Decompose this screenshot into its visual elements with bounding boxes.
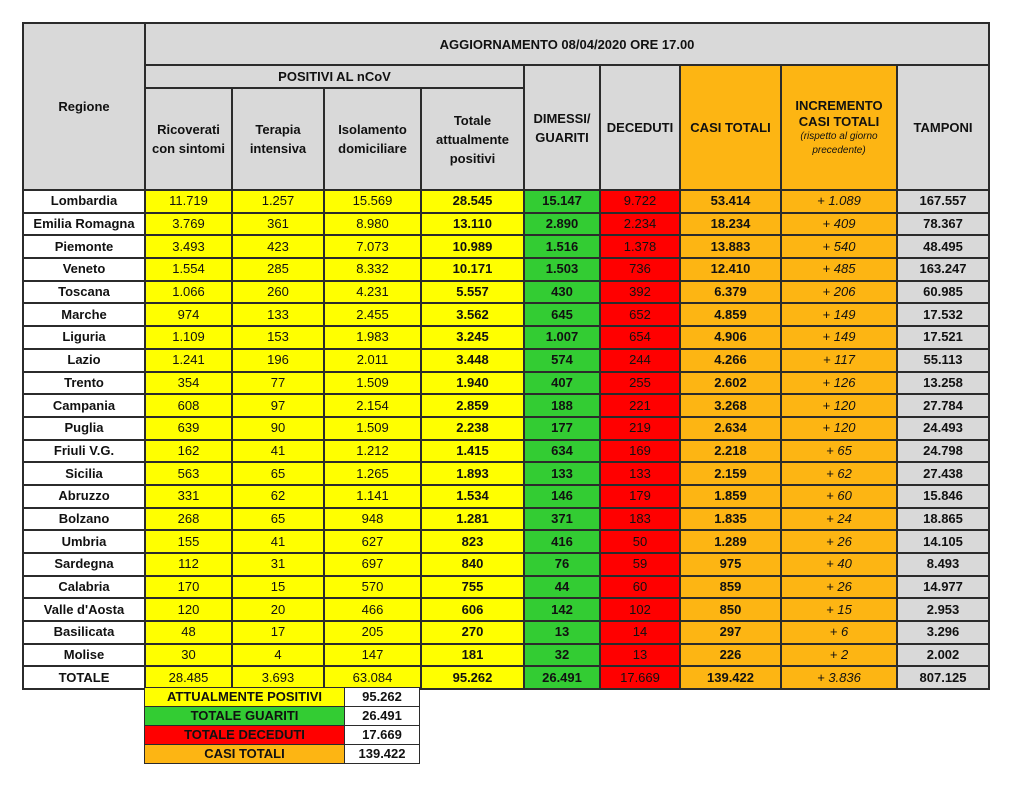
summary-label: CASI TOTALI (145, 745, 345, 764)
terapia-value: 4 (232, 644, 324, 667)
casi-totali-value: 975 (680, 553, 781, 576)
table-row (23, 190, 989, 213)
totale-positivi-value: 10.171 (421, 258, 524, 281)
casi-totali-value: 53.414 (680, 190, 781, 213)
terapia-value: 3.693 (232, 666, 324, 689)
guariti-value: 188 (524, 394, 600, 417)
ricoverati-value: 1.241 (145, 349, 232, 372)
deceduti-value: 244 (600, 349, 680, 372)
region-name: Bolzano (23, 508, 145, 531)
tamponi-value: 55.113 (897, 349, 989, 372)
isolamento-value: 63.084 (324, 666, 421, 689)
region-name: Friuli V.G. (23, 440, 145, 463)
terapia-value: 423 (232, 235, 324, 258)
region-name: TOTALE (23, 666, 145, 689)
incremento-value: + 60 (781, 485, 897, 508)
casi-totali-value: 1.835 (680, 508, 781, 531)
terapia-value: 41 (232, 440, 324, 463)
totale-positivi-value: 3.562 (421, 303, 524, 326)
deceduti-value: 13 (600, 644, 680, 667)
guariti-value: 142 (524, 598, 600, 621)
deceduti-value: 392 (600, 281, 680, 304)
summary-value: 139.422 (345, 745, 420, 764)
casi-totali-value: 18.234 (680, 213, 781, 236)
totale-positivi-value: 13.110 (421, 213, 524, 236)
tamponi-value: 163.247 (897, 258, 989, 281)
totale-positivi-value: 755 (421, 576, 524, 599)
table-row (23, 372, 989, 395)
table-row (23, 394, 989, 417)
guariti-value: 177 (524, 417, 600, 440)
summary-label: ATTUALMENTE POSITIVI (145, 688, 345, 707)
casi-totali-value: 13.883 (680, 235, 781, 258)
ricoverati-value: 28.485 (145, 666, 232, 689)
deceduti-value: 14 (600, 621, 680, 644)
table-row (23, 213, 989, 236)
casi-totali-value: 12.410 (680, 258, 781, 281)
casi-totali-value: 850 (680, 598, 781, 621)
incremento-value: + 120 (781, 394, 897, 417)
ricoverati-value: 120 (145, 598, 232, 621)
totale-positivi-value: 3.245 (421, 326, 524, 349)
region-name: Calabria (23, 576, 145, 599)
totale-positivi-value: 2.238 (421, 417, 524, 440)
casi-totali-value: 4.859 (680, 303, 781, 326)
incremento-value: + 62 (781, 462, 897, 485)
casi-totali-value: 2.602 (680, 372, 781, 395)
casi-totali-value: 4.266 (680, 349, 781, 372)
casi-totali-value: 139.422 (680, 666, 781, 689)
tamponi-value: 17.532 (897, 303, 989, 326)
guariti-value: 574 (524, 349, 600, 372)
table-row (23, 235, 989, 258)
isolamento-value: 147 (324, 644, 421, 667)
totale-positivi-value: 1.281 (421, 508, 524, 531)
tamponi-value: 15.846 (897, 485, 989, 508)
guariti-value: 32 (524, 644, 600, 667)
deceduti-value: 221 (600, 394, 680, 417)
deceduti-value: 102 (600, 598, 680, 621)
deceduti-header: DECEDUTI (600, 65, 680, 190)
terapia-value: 196 (232, 349, 324, 372)
deceduti-value: 219 (600, 417, 680, 440)
tamponi-value: 167.557 (897, 190, 989, 213)
tamponi-value: 60.985 (897, 281, 989, 304)
totale-positivi-value: 5.557 (421, 281, 524, 304)
totale-positivi-value: 3.448 (421, 349, 524, 372)
terapia-value: 1.257 (232, 190, 324, 213)
incremento-header: INCREMENTO CASI TOTALI (rispetto al giorno precedente) (781, 65, 897, 190)
tamponi-value: 48.495 (897, 235, 989, 258)
incremento-value: + 2 (781, 644, 897, 667)
casi-totali-value: 226 (680, 644, 781, 667)
deceduti-value: 169 (600, 440, 680, 463)
deceduti-value: 183 (600, 508, 680, 531)
table-row (23, 508, 989, 531)
deceduti-value: 654 (600, 326, 680, 349)
totale-positivi-value: 1.534 (421, 485, 524, 508)
total-row (23, 666, 989, 689)
tamponi-value: 2.002 (897, 644, 989, 667)
terapia-value: 133 (232, 303, 324, 326)
tamponi-value: 24.798 (897, 440, 989, 463)
region-name: Emilia Romagna (23, 213, 145, 236)
region-name: Trento (23, 372, 145, 395)
ricoverati-value: 268 (145, 508, 232, 531)
tamponi-value: 8.493 (897, 553, 989, 576)
guariti-value: 407 (524, 372, 600, 395)
deceduti-value: 1.378 (600, 235, 680, 258)
deceduti-value: 9.722 (600, 190, 680, 213)
ricoverati-value: 3.769 (145, 213, 232, 236)
ricoverati-value: 155 (145, 530, 232, 553)
ricoverati-value: 974 (145, 303, 232, 326)
dimessi-guariti-header: DIMESSI/ GUARITI (524, 65, 600, 190)
isolamento-value: 697 (324, 553, 421, 576)
region-name: Lombardia (23, 190, 145, 213)
terapia-value: 17 (232, 621, 324, 644)
casi-totali-value: 297 (680, 621, 781, 644)
totale-positivi-value: 823 (421, 530, 524, 553)
tamponi-value: 14.105 (897, 530, 989, 553)
casi-totali-value: 2.218 (680, 440, 781, 463)
table-row (23, 598, 989, 621)
ricoverati-value: 11.719 (145, 190, 232, 213)
tamponi-value: 14.977 (897, 576, 989, 599)
guariti-value: 1.503 (524, 258, 600, 281)
totale-positivi-value: 1.415 (421, 440, 524, 463)
deceduti-value: 60 (600, 576, 680, 599)
terapia-value: 62 (232, 485, 324, 508)
isolamento-value: 1.509 (324, 372, 421, 395)
region-name: Umbria (23, 530, 145, 553)
deceduti-value: 255 (600, 372, 680, 395)
tamponi-value: 27.438 (897, 462, 989, 485)
isolamento-value: 8.980 (324, 213, 421, 236)
casi-totali-value: 1.859 (680, 485, 781, 508)
incremento-value: + 40 (781, 553, 897, 576)
guariti-value: 645 (524, 303, 600, 326)
terapia-value: 65 (232, 508, 324, 531)
guariti-value: 13 (524, 621, 600, 644)
table-row (23, 258, 989, 281)
incremento-value: + 126 (781, 372, 897, 395)
incremento-value: + 540 (781, 235, 897, 258)
terapia-value: 90 (232, 417, 324, 440)
isolamento-value: 2.455 (324, 303, 421, 326)
isolamento-value: 570 (324, 576, 421, 599)
isolamento-value: 1.509 (324, 417, 421, 440)
isolamento-value: 627 (324, 530, 421, 553)
summary-label: TOTALE DECEDUTI (145, 726, 345, 745)
ricoverati-value: 563 (145, 462, 232, 485)
totale-positivi-value: 1.893 (421, 462, 524, 485)
table-row (23, 485, 989, 508)
guariti-value: 44 (524, 576, 600, 599)
region-name: Piemonte (23, 235, 145, 258)
deceduti-value: 2.234 (600, 213, 680, 236)
regional-data-table (22, 22, 990, 690)
guariti-value: 15.147 (524, 190, 600, 213)
totale-positivi-value: 10.989 (421, 235, 524, 258)
terapia-value: 260 (232, 281, 324, 304)
table-row (23, 553, 989, 576)
summary-table (144, 687, 420, 764)
totale-positivi-value: 28.545 (421, 190, 524, 213)
isolamento-value: 948 (324, 508, 421, 531)
tamponi-value: 13.258 (897, 372, 989, 395)
guariti-value: 26.491 (524, 666, 600, 689)
guariti-value: 2.890 (524, 213, 600, 236)
ricoverati-value: 1.554 (145, 258, 232, 281)
ricoverati-value: 1.109 (145, 326, 232, 349)
incremento-value: + 206 (781, 281, 897, 304)
terapia-header: Terapia intensiva (232, 88, 324, 190)
isolamento-value: 15.569 (324, 190, 421, 213)
table-row (23, 621, 989, 644)
guariti-value: 416 (524, 530, 600, 553)
table-row (23, 440, 989, 463)
isolamento-value: 4.231 (324, 281, 421, 304)
guariti-value: 1.007 (524, 326, 600, 349)
isolamento-value: 466 (324, 598, 421, 621)
isolamento-value: 8.332 (324, 258, 421, 281)
deceduti-value: 17.669 (600, 666, 680, 689)
incremento-value: + 485 (781, 258, 897, 281)
guariti-value: 634 (524, 440, 600, 463)
totale-positivi-value: 606 (421, 598, 524, 621)
isolamento-value: 2.154 (324, 394, 421, 417)
ricoverati-value: 331 (145, 485, 232, 508)
summary-value: 26.491 (345, 707, 420, 726)
incremento-value: + 1.089 (781, 190, 897, 213)
ricoverati-value: 30 (145, 644, 232, 667)
region-name: Molise (23, 644, 145, 667)
positivi-group-header: POSITIVI AL nCoV (145, 65, 524, 88)
terapia-value: 285 (232, 258, 324, 281)
region-name: Valle d'Aosta (23, 598, 145, 621)
isolamento-value: 1.265 (324, 462, 421, 485)
terapia-value: 97 (232, 394, 324, 417)
tamponi-value: 3.296 (897, 621, 989, 644)
table-body (23, 190, 989, 689)
table-row (23, 530, 989, 553)
table-row (23, 303, 989, 326)
deceduti-value: 736 (600, 258, 680, 281)
tamponi-value: 17.521 (897, 326, 989, 349)
summary-value: 17.669 (345, 726, 420, 745)
totale-positivi-value: 840 (421, 553, 524, 576)
terapia-value: 31 (232, 553, 324, 576)
deceduti-value: 59 (600, 553, 680, 576)
tamponi-value: 807.125 (897, 666, 989, 689)
casi-totali-value: 4.906 (680, 326, 781, 349)
ricoverati-header: Ricoverati con sintomi (145, 88, 232, 190)
totale-positivi-value: 270 (421, 621, 524, 644)
table-row (23, 644, 989, 667)
tamponi-value: 18.865 (897, 508, 989, 531)
totale-positivi-value: 95.262 (421, 666, 524, 689)
terapia-value: 15 (232, 576, 324, 599)
incremento-value: + 26 (781, 530, 897, 553)
incremento-value: + 15 (781, 598, 897, 621)
ricoverati-value: 639 (145, 417, 232, 440)
totale-positivi-value: 181 (421, 644, 524, 667)
tamponi-value: 27.784 (897, 394, 989, 417)
ricoverati-value: 3.493 (145, 235, 232, 258)
totale-positivi-value: 2.859 (421, 394, 524, 417)
ricoverati-value: 1.066 (145, 281, 232, 304)
incremento-value: + 6 (781, 621, 897, 644)
region-name: Puglia (23, 417, 145, 440)
casi-totali-value: 859 (680, 576, 781, 599)
guariti-value: 76 (524, 553, 600, 576)
ricoverati-value: 354 (145, 372, 232, 395)
terapia-value: 65 (232, 462, 324, 485)
region-name: Liguria (23, 326, 145, 349)
isolamento-value: 1.212 (324, 440, 421, 463)
summary-label: TOTALE GUARITI (145, 707, 345, 726)
incremento-value: + 117 (781, 349, 897, 372)
totale-positivi-value: 1.940 (421, 372, 524, 395)
guariti-value: 430 (524, 281, 600, 304)
incremento-value: + 3.836 (781, 666, 897, 689)
region-name: Sicilia (23, 462, 145, 485)
terapia-value: 153 (232, 326, 324, 349)
isolamento-header: Isolamento domiciliare (324, 88, 421, 190)
isolamento-value: 2.011 (324, 349, 421, 372)
isolamento-value: 1.141 (324, 485, 421, 508)
deceduti-value: 652 (600, 303, 680, 326)
update-title: AGGIORNAMENTO 08/04/2020 ORE 17.00 (145, 23, 989, 65)
region-name: Veneto (23, 258, 145, 281)
casi-totali-value: 3.268 (680, 394, 781, 417)
summary-value: 95.262 (345, 688, 420, 707)
terapia-value: 361 (232, 213, 324, 236)
table-row (23, 417, 989, 440)
region-name: Sardegna (23, 553, 145, 576)
totale-positivi-header: Totale attualmente positivi (421, 88, 524, 190)
ricoverati-value: 112 (145, 553, 232, 576)
tamponi-header: TAMPONI (897, 65, 989, 190)
guariti-value: 1.516 (524, 235, 600, 258)
incremento-value: + 409 (781, 213, 897, 236)
isolamento-value: 1.983 (324, 326, 421, 349)
summary-row (145, 688, 420, 707)
terapia-value: 77 (232, 372, 324, 395)
tamponi-value: 24.493 (897, 417, 989, 440)
ricoverati-value: 608 (145, 394, 232, 417)
summary-row (145, 726, 420, 745)
casi-totali-value: 2.159 (680, 462, 781, 485)
terapia-value: 20 (232, 598, 324, 621)
casi-totali-header: CASI TOTALI (680, 65, 781, 190)
casi-totali-value: 6.379 (680, 281, 781, 304)
deceduti-value: 133 (600, 462, 680, 485)
deceduti-value: 179 (600, 485, 680, 508)
summary-row (145, 745, 420, 764)
region-name: Lazio (23, 349, 145, 372)
region-header: Regione (23, 23, 145, 190)
table-row (23, 576, 989, 599)
table-header (23, 23, 989, 190)
casi-totali-value: 2.634 (680, 417, 781, 440)
region-name: Abruzzo (23, 485, 145, 508)
table-row (23, 281, 989, 304)
casi-totali-value: 1.289 (680, 530, 781, 553)
incremento-value: + 24 (781, 508, 897, 531)
incremento-value: + 149 (781, 326, 897, 349)
region-name: Marche (23, 303, 145, 326)
guariti-value: 371 (524, 508, 600, 531)
region-name: Basilicata (23, 621, 145, 644)
deceduti-value: 50 (600, 530, 680, 553)
isolamento-value: 7.073 (324, 235, 421, 258)
table-row (23, 349, 989, 372)
region-name: Campania (23, 394, 145, 417)
table-row (23, 462, 989, 485)
ricoverati-value: 48 (145, 621, 232, 644)
incremento-value: + 120 (781, 417, 897, 440)
isolamento-value: 205 (324, 621, 421, 644)
region-name: Toscana (23, 281, 145, 304)
table-row (23, 326, 989, 349)
terapia-value: 41 (232, 530, 324, 553)
tamponi-value: 78.367 (897, 213, 989, 236)
tamponi-value: 2.953 (897, 598, 989, 621)
incremento-value: + 149 (781, 303, 897, 326)
guariti-value: 133 (524, 462, 600, 485)
ricoverati-value: 162 (145, 440, 232, 463)
guariti-value: 146 (524, 485, 600, 508)
incremento-value: + 65 (781, 440, 897, 463)
summary-row (145, 707, 420, 726)
incremento-value: + 26 (781, 576, 897, 599)
ricoverati-value: 170 (145, 576, 232, 599)
